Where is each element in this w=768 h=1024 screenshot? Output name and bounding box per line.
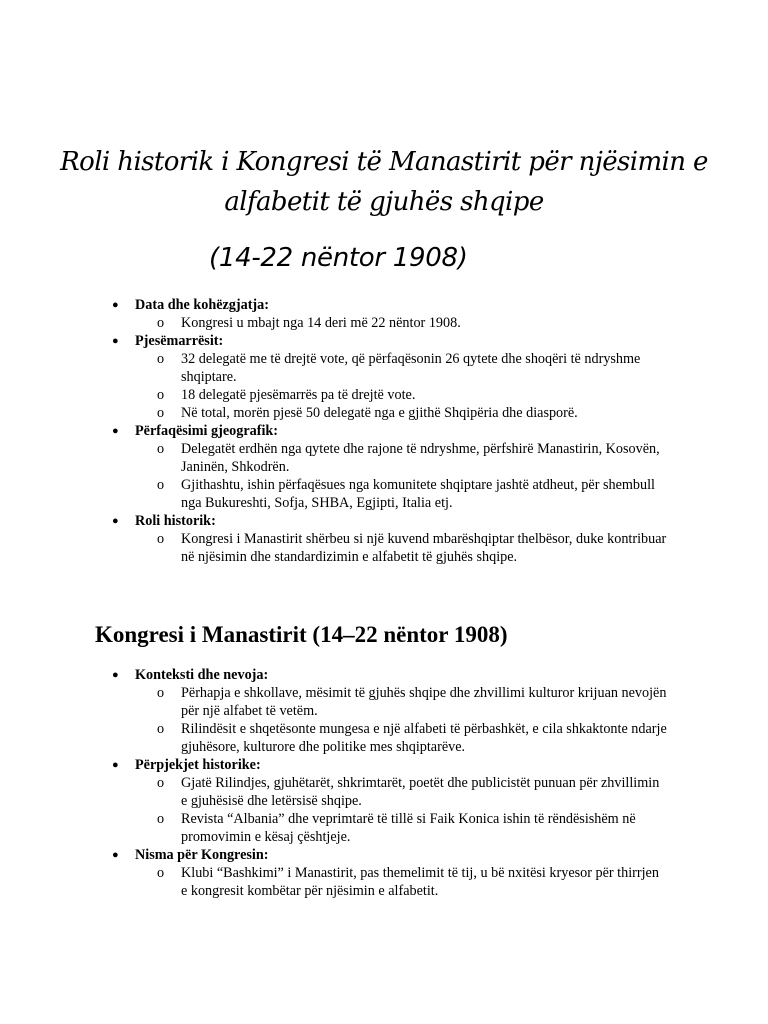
outline-item [0,512,768,566]
sub-item [135,476,668,512]
circle-bullet-icon: o [157,811,165,827]
sub-item [135,864,668,900]
outline-item [0,846,768,900]
outline-section-1 [0,296,768,566]
outline-item-label: Përfaqësimi gjeografik: [135,423,279,439]
bullet-icon: ● [112,335,119,347]
outline-list [0,666,768,900]
sub-item-text: Gjatë Rilindjes, gjuhëtarët, shkrimtarët, poetët dhe publicistët punuan për zhvillimin e gjuhësisë dhe letërsisë shqipe. [181,775,660,809]
outline-item-label: Roli historik: [135,513,216,529]
circle-bullet-icon: o [157,865,165,881]
outline-item [0,422,768,512]
sub-item-text: Delegatët erdhën nga qytete dhe rajone të ndryshme, përfshirë Manastirin, Kosovën, Janinën, Shkodrën. [181,441,660,475]
sub-item [135,440,668,476]
document-dates: (14-22 nëntor 1908) [209,243,468,273]
sub-item-text: Klubi “Bashkimi” i Manastirit, pas themelimit të tij, u bë nxitësi kryesor për thirrjen e kongresit kombëtar për njësimin e alfabetit. [181,865,659,899]
sub-item [135,314,668,332]
sub-list [135,684,768,756]
bullet-icon: ● [112,425,119,437]
sub-item [135,386,668,404]
circle-bullet-icon: o [157,721,165,737]
sub-item-text: Kongresi i Manastirit shërbeu si një kuvend mbarëshqiptar thelbësor, duke kontribuar në njësimin dhe standardizimin e alfabetit të gjuhës shqipe. [181,531,667,565]
bullet-icon: ● [112,299,119,311]
sub-item-text: Rilindësit e shqetësonte mungesa e një alfabeti të përbashkët, e cila shkaktonte ndarje gjuhësore, kulturore dhe politike mes shqiptarëve. [181,721,667,755]
sub-item [135,530,668,566]
circle-bullet-icon: o [157,315,165,331]
sub-item [135,720,668,756]
outline-item [0,296,768,332]
sub-list [135,864,768,900]
outline-item-label: Konteksti dhe nevoja: [135,667,269,683]
outline-item-label: Nisma për Kongresin: [135,847,269,863]
circle-bullet-icon: o [157,775,165,791]
circle-bullet-icon: o [157,531,165,547]
sub-item [135,774,668,810]
circle-bullet-icon: o [157,685,165,701]
outline-item [0,756,768,846]
bullet-icon: ● [112,515,119,527]
sub-item-text: 32 delegatë me të drejtë vote, që përfaqësonin 26 qytete dhe shoqëri të ndryshme shqiptare. [181,351,641,385]
outline-item-label: Data dhe kohëzgjatja: [135,297,269,313]
sub-item [135,404,668,422]
outline-item-label: Përpjekjet historike: [135,757,261,773]
sub-list [135,774,768,846]
bullet-icon: ● [112,849,119,861]
outline-section-2 [0,666,768,900]
sub-item-text: Revista “Albania” dhe veprimtarë të tillë si Faik Konica ishin të rëndësishëm në promovimin e kësaj çështjeje. [181,811,636,845]
circle-bullet-icon: o [157,477,165,493]
sub-list [135,440,768,512]
sub-item-text: Gjithashtu, ishin përfaqësues nga komunitete shqiptare jashtë atdheut, për shembull nga Bukureshti, Sofja, SHBA, Egjipti, Italia etj. [181,477,655,511]
sub-item [135,684,668,720]
sub-list [135,350,768,422]
sub-list [135,530,768,566]
circle-bullet-icon: o [157,441,165,457]
sub-item [135,810,668,846]
circle-bullet-icon: o [157,405,165,421]
bullet-icon: ● [112,669,119,681]
sub-list [135,314,768,332]
sub-item-text: Kongresi u mbajt nga 14 deri më 22 nëntor 1908. [181,315,461,331]
bullet-icon: ● [112,759,119,771]
outline-item-label: Pjesëmarrësit: [135,333,224,349]
outline-item [0,332,768,422]
section-2-heading: Kongresi i Manastirit (14–22 nëntor 1908) [95,622,508,647]
sub-item-text: Përhapja e shkollave, mësimit të gjuhës shqipe dhe zhvillimi kulturor krijuan nevojën për një alfabet të vetëm. [181,685,667,719]
circle-bullet-icon: o [157,351,165,367]
outline-list [0,296,768,566]
sub-item-text: Në total, morën pjesë 50 delegatë nga e gjithë Shqipëria dhe diasporë. [181,405,578,421]
sub-item-text: 18 delegatë pjesëmarrës pa të drejtë vote. [181,387,416,403]
document-title: Roli historik i Kongresi të Manastirit për njësimin e alfabetit të gjuhës shqipe [60,147,708,217]
outline-item [0,666,768,756]
sub-item [135,350,668,386]
circle-bullet-icon: o [157,387,165,403]
